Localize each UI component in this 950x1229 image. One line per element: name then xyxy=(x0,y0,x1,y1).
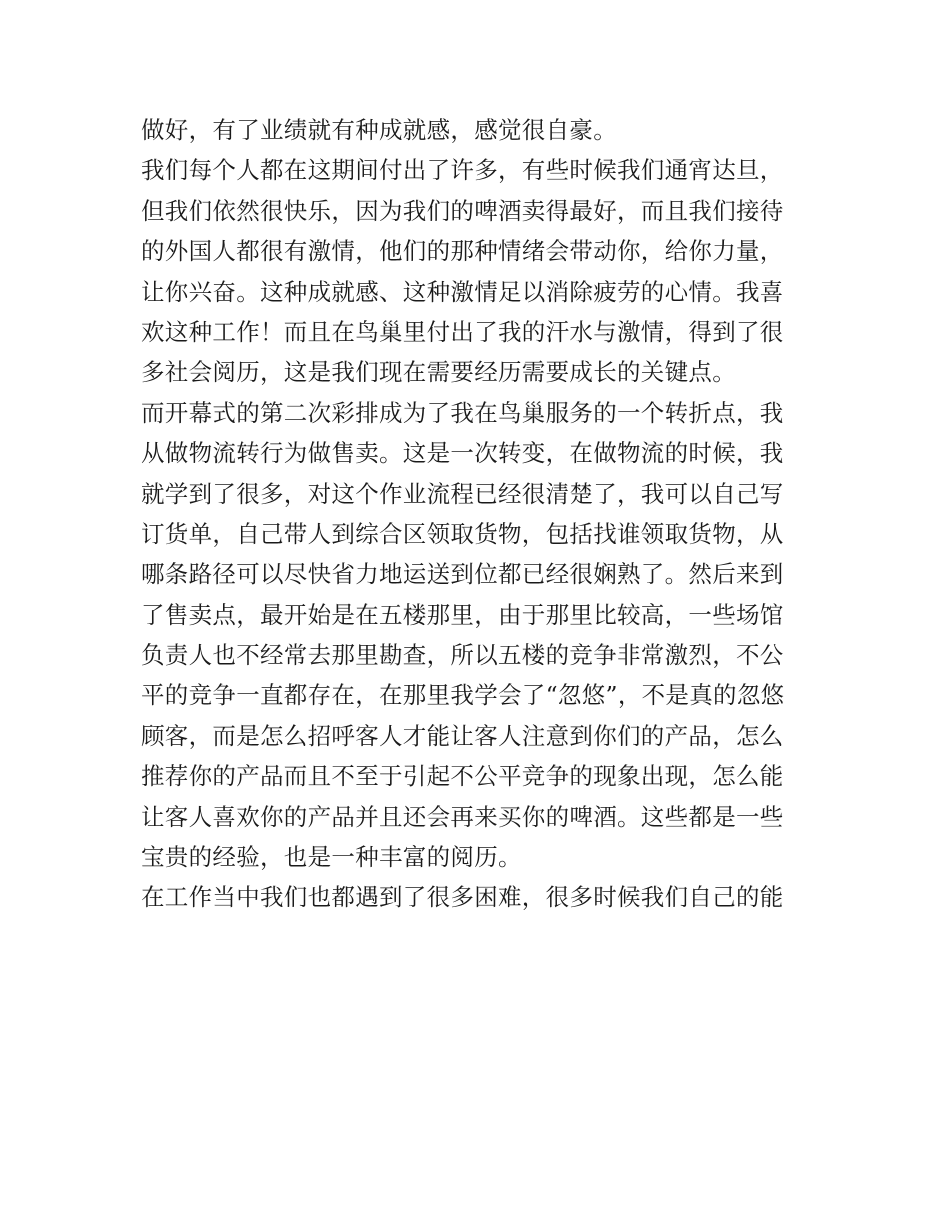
text-line: 订货单，自己带人到综合区领取货物，包括找谁领取货物，从 xyxy=(141,519,784,548)
text-line: 宝贵的经验，也是一种丰富的阅历。 xyxy=(141,843,522,872)
text-line: 但我们依然很快乐，因为我们的啤酒卖得最好，而且我们接待 xyxy=(141,196,784,225)
text-line: 推荐你的产品而且不至于引起不公平竞争的现象出现，怎么能 xyxy=(141,762,784,791)
text-line: 让客人喜欢你的产品并且还会再来买你的啤酒。这些都是一些 xyxy=(141,802,784,831)
text-line: 平的竞争一直都存在，在那里我学会了“忽悠”，不是真的忽悠 xyxy=(141,681,785,710)
text-line: 从做物流转行为做售卖。这是一次转变，在做物流的时候，我 xyxy=(141,439,784,468)
text-line: 在工作当中我们也都遇到了很多困难，很多时候我们自己的能 xyxy=(141,883,784,912)
text-line: 负责人也不经常去那里勘查，所以五楼的竞争非常激烈，不公 xyxy=(141,641,784,670)
text-line: 就学到了很多，对这个作业流程已经很清楚了，我可以自己写 xyxy=(141,479,784,508)
document-body xyxy=(141,110,821,918)
text-line: 了售卖点，最开始是在五楼那里，由于那里比较高，一些场馆 xyxy=(141,600,784,629)
text-line: 多社会阅历，这是我们现在需要经历需要成长的关键点。 xyxy=(141,358,736,387)
text-line: 的外国人都很有激情，他们的那种情绪会带动你，给你力量， xyxy=(141,237,784,266)
text-line: 而开幕式的第二次彩排成为了我在鸟巢服务的一个转折点，我 xyxy=(141,398,784,427)
text-line: 顾客，而是怎么招呼客人才能让客人注意到你们的产品，怎么 xyxy=(141,721,784,750)
text-line: 做好，有了业绩就有种成就感，感觉很自豪。 xyxy=(141,116,617,144)
text-line: 我们每个人都在这期间付出了许多，有些时候我们通宵达旦， xyxy=(141,156,784,185)
text-line: 欢这种工作！而且在鸟巢里付出了我的汗水与激情，得到了很 xyxy=(141,317,784,346)
text-line: 让你兴奋。这种成就感、这种激情足以消除疲劳的心情。我喜 xyxy=(141,277,784,306)
text-line: 哪条路径可以尽快省力地运送到位都已经很娴熟了。然后来到 xyxy=(141,560,784,589)
